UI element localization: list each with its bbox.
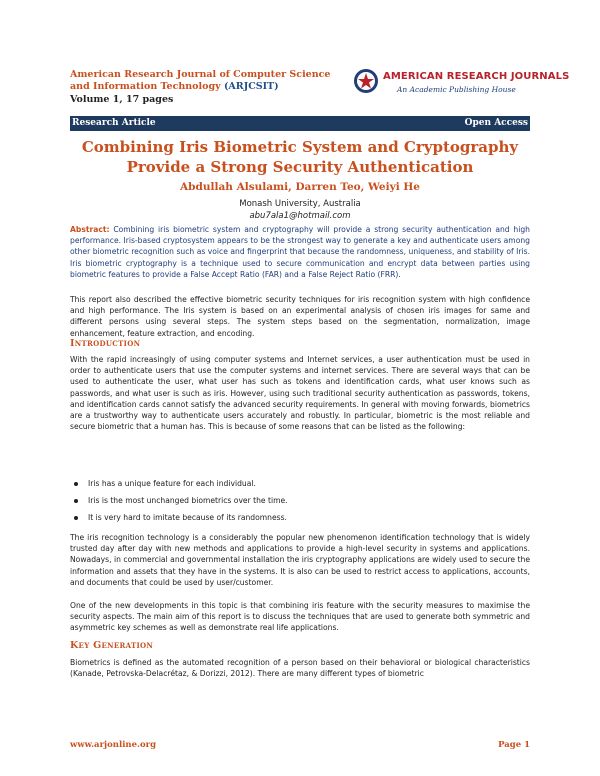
key-generation-heading: Key Generation bbox=[70, 640, 154, 651]
bullet-text: It is very hard to imitate because of its randomness. bbox=[88, 513, 287, 522]
abstract-label: Abstract: bbox=[70, 225, 110, 234]
journal-name-text: American Research Journal of Computer Science and Information Technology bbox=[70, 69, 331, 92]
journal-abbr: (ARJCSIT) bbox=[223, 81, 279, 92]
article-type: Research Article bbox=[72, 118, 156, 128]
bullet-text: Iris has a unique feature for each individual. bbox=[88, 479, 256, 488]
abstract-body: Combining iris biometric system and cryptography will provide a strong security authentication and high performance. Iris-based cryptosystem appears to be the strongest way to generate a key and authenticate users among other biometric recognition such as voice and fingerprint that because the randomness, uniqueness, and stability of Iris. Iris biometric cryptography is a technique used to secure communication and encrypt data between parties using biometric features to provide a False Accept Ratio (FAR) and a False Reject Ratio (FRR). bbox=[70, 225, 530, 279]
logo-text: AMERICAN RESEARCH JOURNALS bbox=[383, 71, 570, 82]
page-number: Page 1 bbox=[498, 740, 530, 750]
bullet-text: Iris is the most unchanged biometrics over the time. bbox=[88, 496, 288, 505]
publisher-logo bbox=[353, 68, 570, 102]
article-title: Combining Iris Biometric System and Cryptography Provide a Strong Security Authentication bbox=[81, 138, 519, 176]
abstract-paragraph-2: This report also described the effective biometric security techniques for iris recognition system with high confidence and high performance. The Iris system is based on an experimental analysis of chosen iris images for same and different persons using several steps. The system steps based on the segmentation, normalization, image enhancement, feature extraction, and encoding. bbox=[70, 295, 530, 338]
access-type: Open Access bbox=[464, 118, 528, 128]
introduction-heading: Introduction bbox=[70, 338, 141, 349]
affiliation: Monash University, Australia bbox=[239, 199, 361, 209]
author-email: abu7ala1@hotmail.com bbox=[249, 211, 351, 221]
bullet-dot bbox=[74, 482, 78, 486]
star-emblem-icon bbox=[353, 68, 379, 94]
abstract bbox=[70, 224, 530, 280]
article-authors: Abdullah Alsulami, Darren Teo, Weiyi He bbox=[180, 181, 420, 193]
list-item bbox=[70, 478, 530, 495]
introduction-bullets bbox=[70, 478, 530, 529]
journal-name bbox=[70, 69, 350, 93]
bullet-dot bbox=[74, 516, 78, 520]
logo-tagline: An Academic Publishing House bbox=[397, 85, 516, 94]
article-type-bar bbox=[70, 116, 530, 131]
list-item bbox=[70, 512, 530, 529]
bullet-dot bbox=[74, 499, 78, 503]
volume-info: Volume 1, 17 pages bbox=[70, 94, 174, 105]
introduction-paragraph-2: The iris recognition technology is a considerably the popular new phenomenon identification technology that is widely trusted day after day with new methods and applications to provide a high-level security in systems and applications. Nowadays, in commercial and governmental installation the iris cryptography applications are widely used to secure the information and assets that they have in the systems. It is also can be used to restrict access to applications, accounts, and documents that could be used by user/customer. bbox=[70, 533, 530, 587]
introduction-paragraph-3: One of the new developments in this topic is that combining iris feature with the security measures to maximise the security aspects. The main aim of this report is to discuss the techniques that are used to generate both symmetric and asymmetric key schemes as well as demonstrate real life applications. bbox=[70, 601, 530, 633]
introduction-paragraph-1: With the rapid increasingly of using computer systems and Internet services, a user authentication must be used in order to authenticate users that use the computer systems and internet services. There are several ways that can be used to authenticate the user, what user has such as tokens and identification cards, what user knows such as passwords, and what user is such as iris. However, using such traditional security authentication as passwords, tokens, and identification cards cannot satisfy the advanced security requirements. In general with moving forwards, biometrics are a trustworthy way to authenticate users accurately and robustly. In particular, biometric is the most reliable and secure biometric that a human has. This is because of some reasons that can be listed as the following: bbox=[70, 355, 530, 432]
list-item bbox=[70, 495, 530, 512]
key-generation-paragraph-1: Biometrics is defined as the automated recognition of a person based on their behavioral or biological characteristics (Kanade, Petrovska-Delacrétaz, & Dorizzi, 2012). There are many different types of biometric bbox=[70, 658, 530, 679]
footer-url[interactable]: www.arjonline.org bbox=[70, 740, 157, 750]
